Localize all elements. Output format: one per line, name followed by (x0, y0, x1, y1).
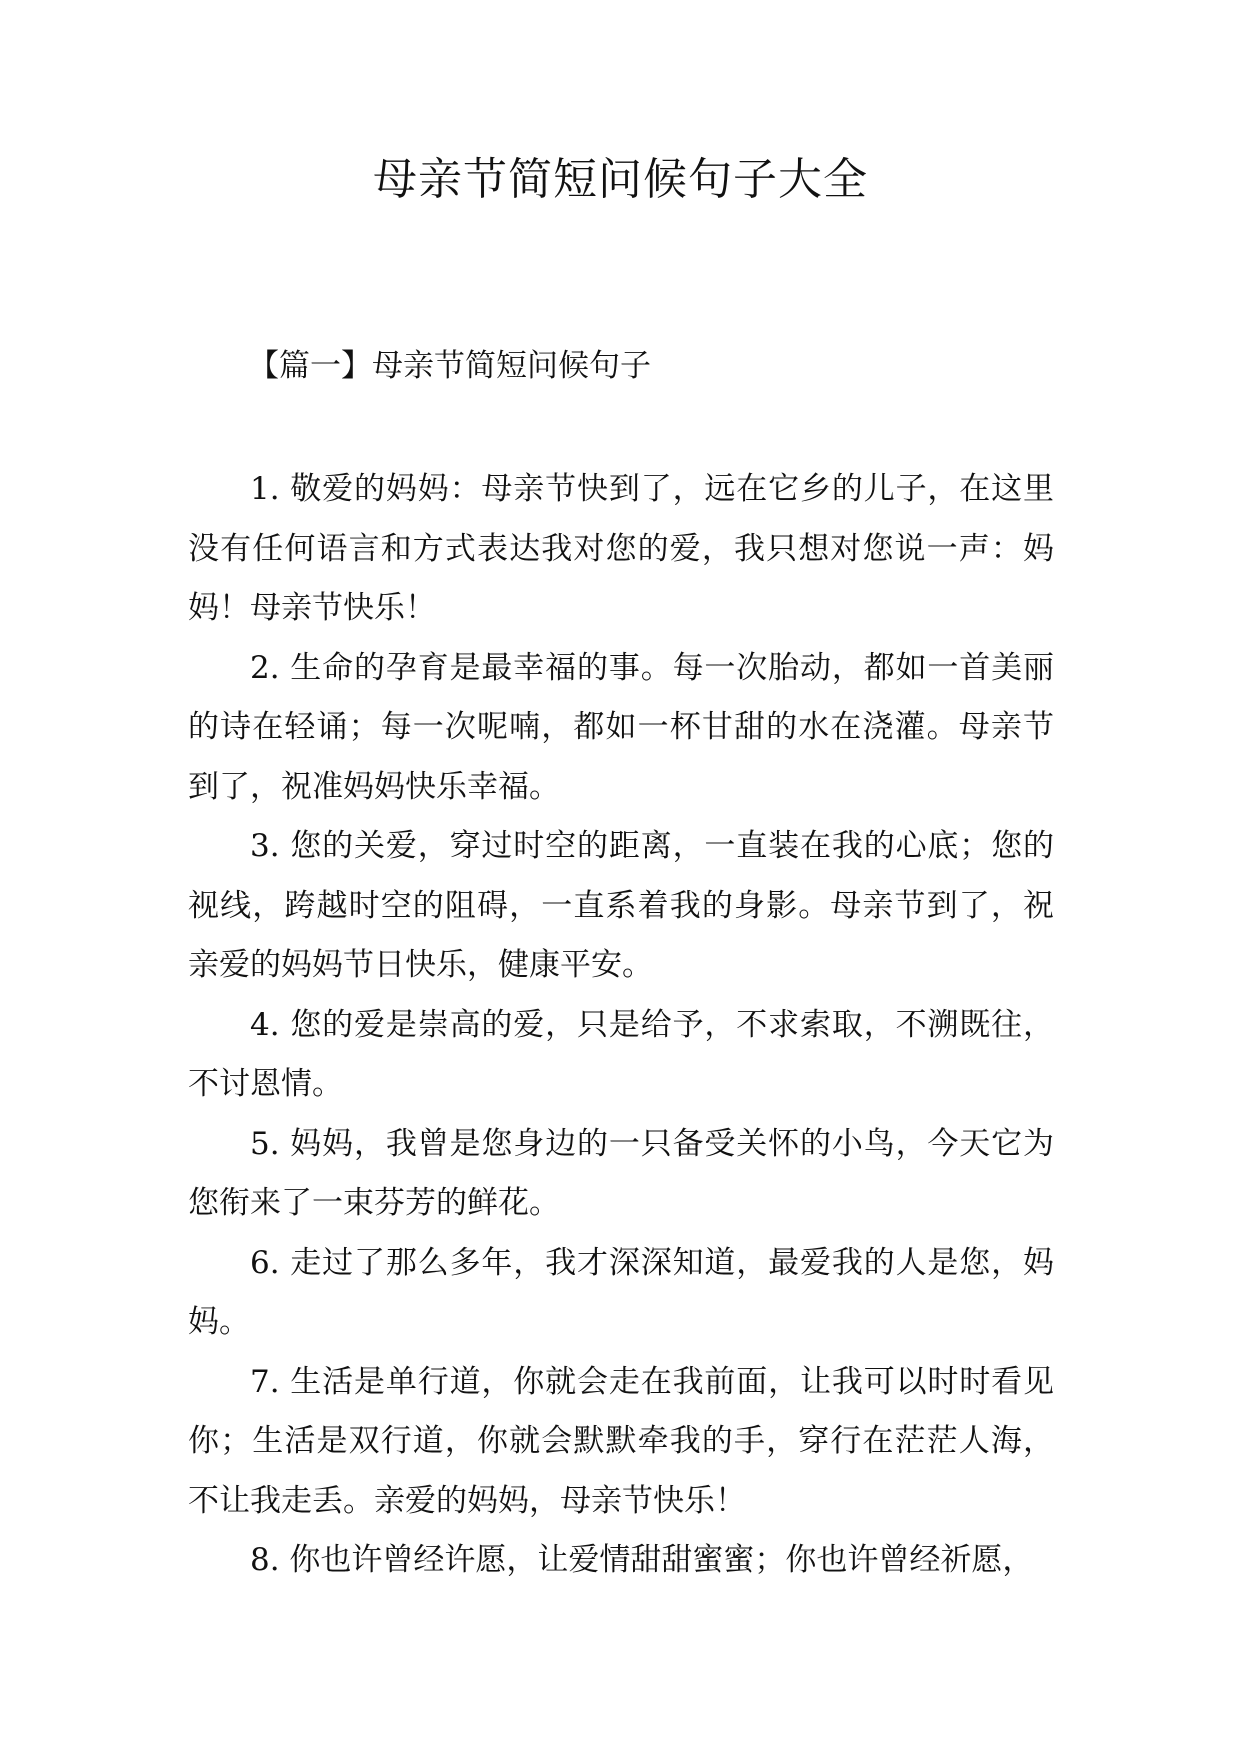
document-body (188, 460, 1054, 1591)
paragraph-6: 6. 走过了那么多年，我才深深知道，最爱我的人是您，妈妈。 (188, 1244, 1054, 1340)
section-heading: 【篇一】母亲节简短问候句子 (248, 348, 651, 384)
paragraph-3: 3. 您的关爱，穿过时空的距离，一直装在我的心底；您的视线，跨越时空的阻碍，一直系着我的身影。母亲节到了，祝亲爱的妈妈节日快乐，健康平安。 (188, 828, 1054, 983)
document-title: 母亲节简短问候句子大全 (373, 154, 868, 205)
paragraph-2: 2. 生命的孕育是最幸福的事。每一次胎动，都如一首美丽的诗在轻诵；每一次呢喃，都如一杯甘甜的水在浇灌。母亲节到了，祝准妈妈快乐幸福。 (188, 649, 1054, 805)
paragraph-5: 5. 妈妈，我曾是您身边的一只备受关怀的小鸟，今天它为您衔来了一束芬芳的鲜花。 (188, 1125, 1054, 1221)
paragraph-7: 7. 生活是单行道，你就会走在我前面，让我可以时时看见你；生活是双行道，你就会默默牵我的手，穿行在茫茫人海，不让我走丢。亲爱的妈妈，母亲节快乐！ (188, 1363, 1054, 1519)
paragraph-1: 1. 敬爱的妈妈：母亲节快到了，远在它乡的儿子，在这里没有任何语言和方式表达我对您的爱，我只想对您说一声：妈妈！母亲节快乐！ (188, 471, 1054, 626)
paragraph-8: 8. 你也许曾经许愿，让爱情甜甜蜜蜜；你也许曾经祈愿， (250, 1542, 1034, 1578)
paragraph-4: 4. 您的爱是崇高的爱，只是给予，不求索取，不溯既往，不讨恩情。 (188, 1006, 1054, 1102)
